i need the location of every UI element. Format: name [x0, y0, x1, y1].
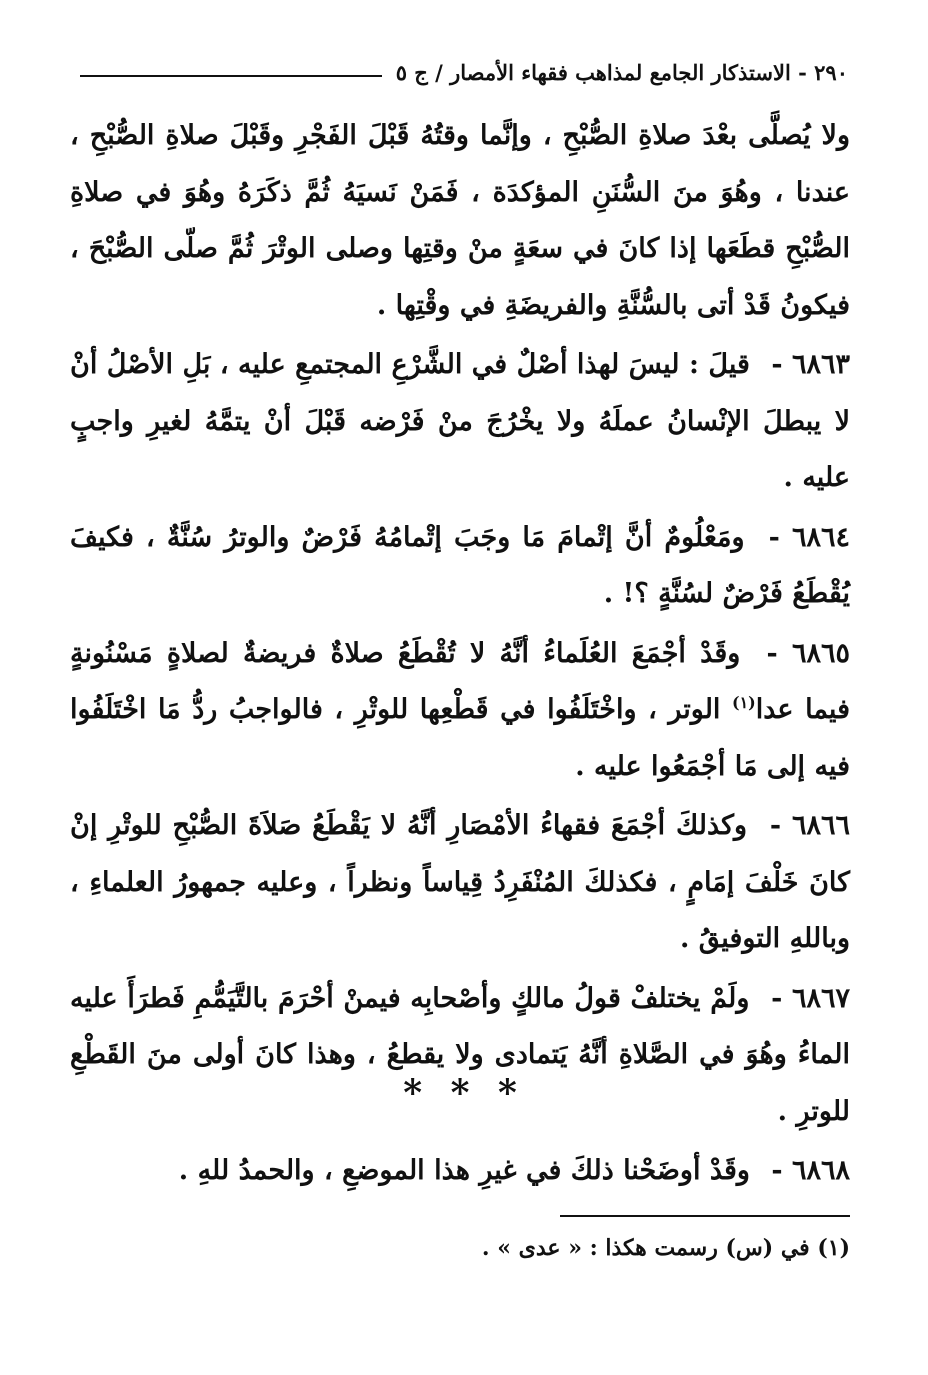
paragraph-number: ٦٨٦٦ - — [769, 810, 850, 841]
paragraph — [70, 1143, 850, 1200]
paragraph-text: ولا يُصلَّى بعْدَ صلاةِ الصُّبْحِ ، وإنَّما وقتُهُ قَبْلَ الفَجْرِ وقَبْلَ صلاةِ الصُّبْحِ ، عندنا ، وهُوَ منَ السُّنَنِ المؤكدَة ، فَمَنْ نَسيَهُ ثُمَّ ذكَرَهُ وهُوَ في صلاةِ الصُّبْحِ قطَعَها إذا كانَ في سعَةٍ منْ وقتِها وصلى الوتْرَ ثُمَّ صلّى الصُّبْحَ ، فيكونُ قَدْ أتى بالسُّنَّةِ والفريضَةِ في وقْتِها . — [70, 120, 850, 321]
main-text — [70, 108, 850, 1200]
page-header — [80, 55, 848, 89]
paragraph-number: ٦٨٦٤ - — [768, 521, 851, 553]
running-head: ٢٩٠ - الاستذكار الجامع لمذاهب فقهاء الأمصار / ج ٥ — [395, 59, 848, 85]
paragraph-text: وكذلكَ أجْمَعَ فقهاءُ الأمْصَارِ أنَّهُ لا يَقْطَعُ صَلاَةَ الصُّبْحِ للوتْرِ إنْ كانَ خَلْفَ إمَامٍ ، فكذلكَ المُنْفَرِدُ قِياساً ونظراً ، وعليه جمهورُ العلماءِ ، وباللهِ التوفيقُ . — [70, 810, 850, 954]
paragraph-number: ٦٨٦٥ - — [766, 637, 850, 669]
paragraph — [70, 971, 850, 1141]
header-rule — [80, 75, 382, 77]
paragraph — [70, 510, 850, 623]
paragraph — [70, 108, 850, 334]
section-separator: * * * — [403, 1072, 525, 1114]
paragraph-text: ولَمْ يختلفْ قولُ مالكٍ وأصْحابِه فيمنْ أحْرَمَ بالتَّيَمُّمِ فَطرَأَ عليه الماءُ وهُوَ في الصَّلاةِ أنَّهُ يَتمادى ولا يقطعُ ، وهذا كانَ أولى منَ القَطْعِ للوترِ . — [70, 982, 850, 1127]
paragraph-text: قيلَ : ليسَ لهذا أصْلٌ في الشَّرْعِ المجتمعِ عليه ، بَلِ الأصْلُ أنْ لا يبطلَ الإنْسانُ عملَهُ ولا يخْرُجَ منْ فَرْضه قَبْلَ أنْ يتمَّهُ لغيرِ واجبٍ عليه . — [70, 349, 850, 493]
paragraph — [70, 626, 850, 796]
paragraph-text: ومَعْلُومٌ أنَّ إتْمامَ مَا وجَبَ إتْمامُهُ فَرْضٌ والوترُ سُنَّةٌ ، فكيفَ يُقْطَعُ فَرْضٌ لسُنَّةٍ ؟! . — [70, 521, 850, 609]
paragraph-text: وقَدْ أجْمَعَ العُلَماءُ أنَّهُ لا تُقْطَعُ صلاةٌ فريضةٌ لصلاةٍ مَسْنُونةٍ فيما عدا — [70, 637, 850, 725]
paragraph-number: ٦٨٦٧ - — [771, 982, 850, 1014]
footnote-reference[interactable]: (١) — [732, 693, 756, 712]
paragraph — [70, 798, 850, 968]
footnote: (١) في (س) رسمت هكذا : « عدى » . — [481, 1235, 850, 1261]
paragraph-number: ٦٨٦٨ - — [771, 1155, 850, 1186]
footnote-rule — [560, 1215, 850, 1217]
paragraph-number: ٦٨٦٣ - — [771, 349, 850, 380]
paragraph-text-continued: الوتر ، واخْتَلَفُوا في قَطْعِها للوتْرِ ، فالواجبُ ردُّ مَا اخْتَلَفُوا فيه إلى مَا أجْمَعُوا عليه . — [70, 694, 850, 782]
paragraph-text: وقَدْ أوضَحْنا ذلكَ في غيرِ هذا الموضعِ ، والحمدُ للهِ . — [178, 1155, 750, 1186]
paragraph — [70, 337, 850, 507]
